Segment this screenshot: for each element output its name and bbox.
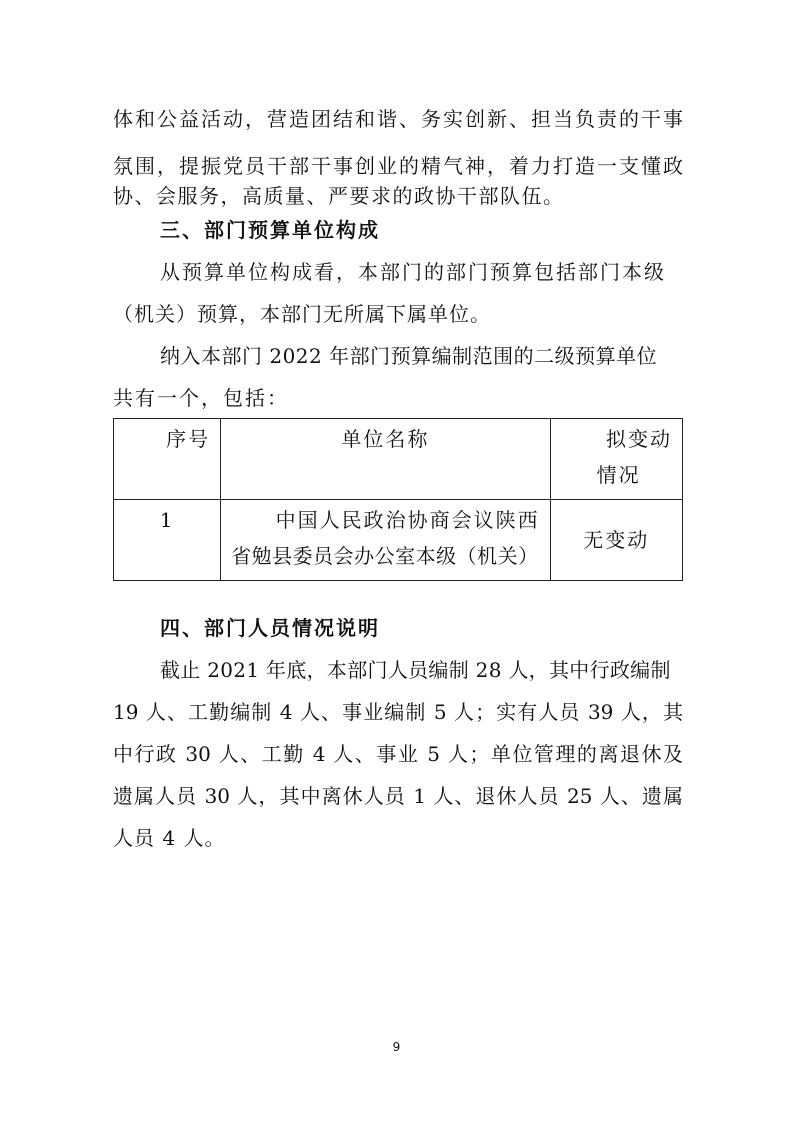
- header-change-line1: 拟变动: [606, 427, 672, 451]
- body-text-line: 纳入本部门 2022 年部门预算编制范围的二级预算单位: [160, 344, 658, 368]
- section-heading: 三、部门预算单位构成: [160, 218, 380, 242]
- budget-unit-table: [113, 418, 683, 581]
- body-text-line: （机关）预算，本部门无所属下属单位。: [113, 302, 491, 326]
- row-change: 无变动: [550, 500, 682, 581]
- body-text-line: 从预算单位构成看，本部门的部门预算包括部门本级: [160, 260, 666, 284]
- body-text-line: 中行政 30 人、工勤 4 人、事业 5 人；单位管理的离退休及: [113, 742, 683, 766]
- page-number: 9: [392, 1040, 401, 1054]
- table-row: [114, 500, 683, 581]
- body-text-line: 遗属人员 30 人，其中离休人员 1 人、退休人员 25 人、遗属: [113, 784, 683, 808]
- body-text-line: 人员 4 人。: [113, 826, 226, 850]
- row-seq: 1: [114, 500, 221, 581]
- section-heading: 四、部门人员情况说明: [160, 616, 380, 640]
- row-name: [221, 500, 550, 581]
- header-change-line2: 情况: [596, 463, 641, 487]
- body-text-line: 氛围，提振党员干部干事创业的精气神，着力打造一支懂政: [113, 154, 683, 178]
- header-change: [550, 419, 682, 500]
- row-name-line2: 省勉县委员会办公室本级（机关）: [231, 544, 539, 568]
- body-text-line: 共有一个，包括：: [113, 386, 289, 410]
- body-text-line: 协、会服务，高质量、严要求的政协干部队伍。: [113, 184, 565, 208]
- row-name-line1: 中国人民政治协商会议陕西: [275, 508, 540, 532]
- body-text-line: 截止 2021 年底，本部门人员编制 28 人，其中行政编制: [160, 658, 671, 682]
- header-seq: 序号: [114, 419, 221, 500]
- body-text-line: 体和公益活动，营造团结和谐、务实创新、担当负责的干事: [113, 107, 683, 131]
- body-text-line: 19 人、工勤编制 4 人、事业编制 5 人；实有人员 39 人，其: [113, 700, 683, 724]
- header-name: 单位名称: [221, 419, 550, 500]
- table-header-row: [114, 419, 683, 500]
